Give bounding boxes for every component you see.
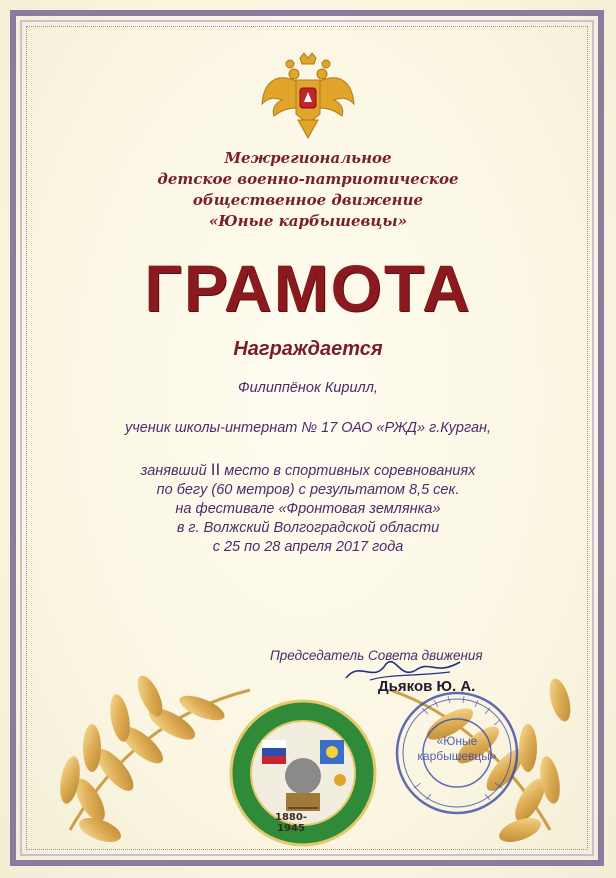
achievement-prefix: занявший xyxy=(140,463,207,479)
organization-line-1: Межрегиональное xyxy=(224,149,392,167)
achievement-line-5: с 25 по 28 апреля 2017 года xyxy=(212,539,404,555)
organization-line-3: общественное движение xyxy=(192,191,424,209)
organization-line-2: детское военно-патриотическое xyxy=(157,170,459,188)
achievement-line-3: на фестивале «Фронтовая землянка» xyxy=(175,501,441,517)
awarded-heading: Награждается xyxy=(233,338,383,360)
recipient-name: Филиппёнок Кирилл, xyxy=(238,380,378,396)
coat-of-arms-icon xyxy=(258,52,358,140)
achievement-details xyxy=(0,460,616,557)
achievement-line-4: в г. Волжский Волгоградской области xyxy=(176,520,440,536)
achievement-line-2: по бегу (60 метров) с результатом 8,5 сек. xyxy=(156,482,460,498)
organization-name xyxy=(0,148,616,232)
medallion-years: 1880-1945 xyxy=(275,812,307,834)
chairman-name: Дьяков Ю. А. xyxy=(378,678,476,695)
stamp-text-line-1: «Юные xyxy=(436,734,478,748)
achievement-line-1 xyxy=(0,460,616,481)
achievement-suffix: место в спортивных соревнованиях xyxy=(224,463,476,479)
stamp-text xyxy=(412,734,502,764)
certificate-title: ГРАМОТА xyxy=(144,251,472,325)
recipient-school: ученик школы-интернат № 17 ОАО «РЖД» г.Курган, xyxy=(124,420,492,436)
chairman-title: Председатель Совета движения xyxy=(270,648,483,663)
stamp-text-line-2: карбышевцы» xyxy=(417,749,497,763)
organization-line-4: «Юные карбышевцы» xyxy=(208,212,408,230)
achievement-place: II xyxy=(210,460,221,479)
